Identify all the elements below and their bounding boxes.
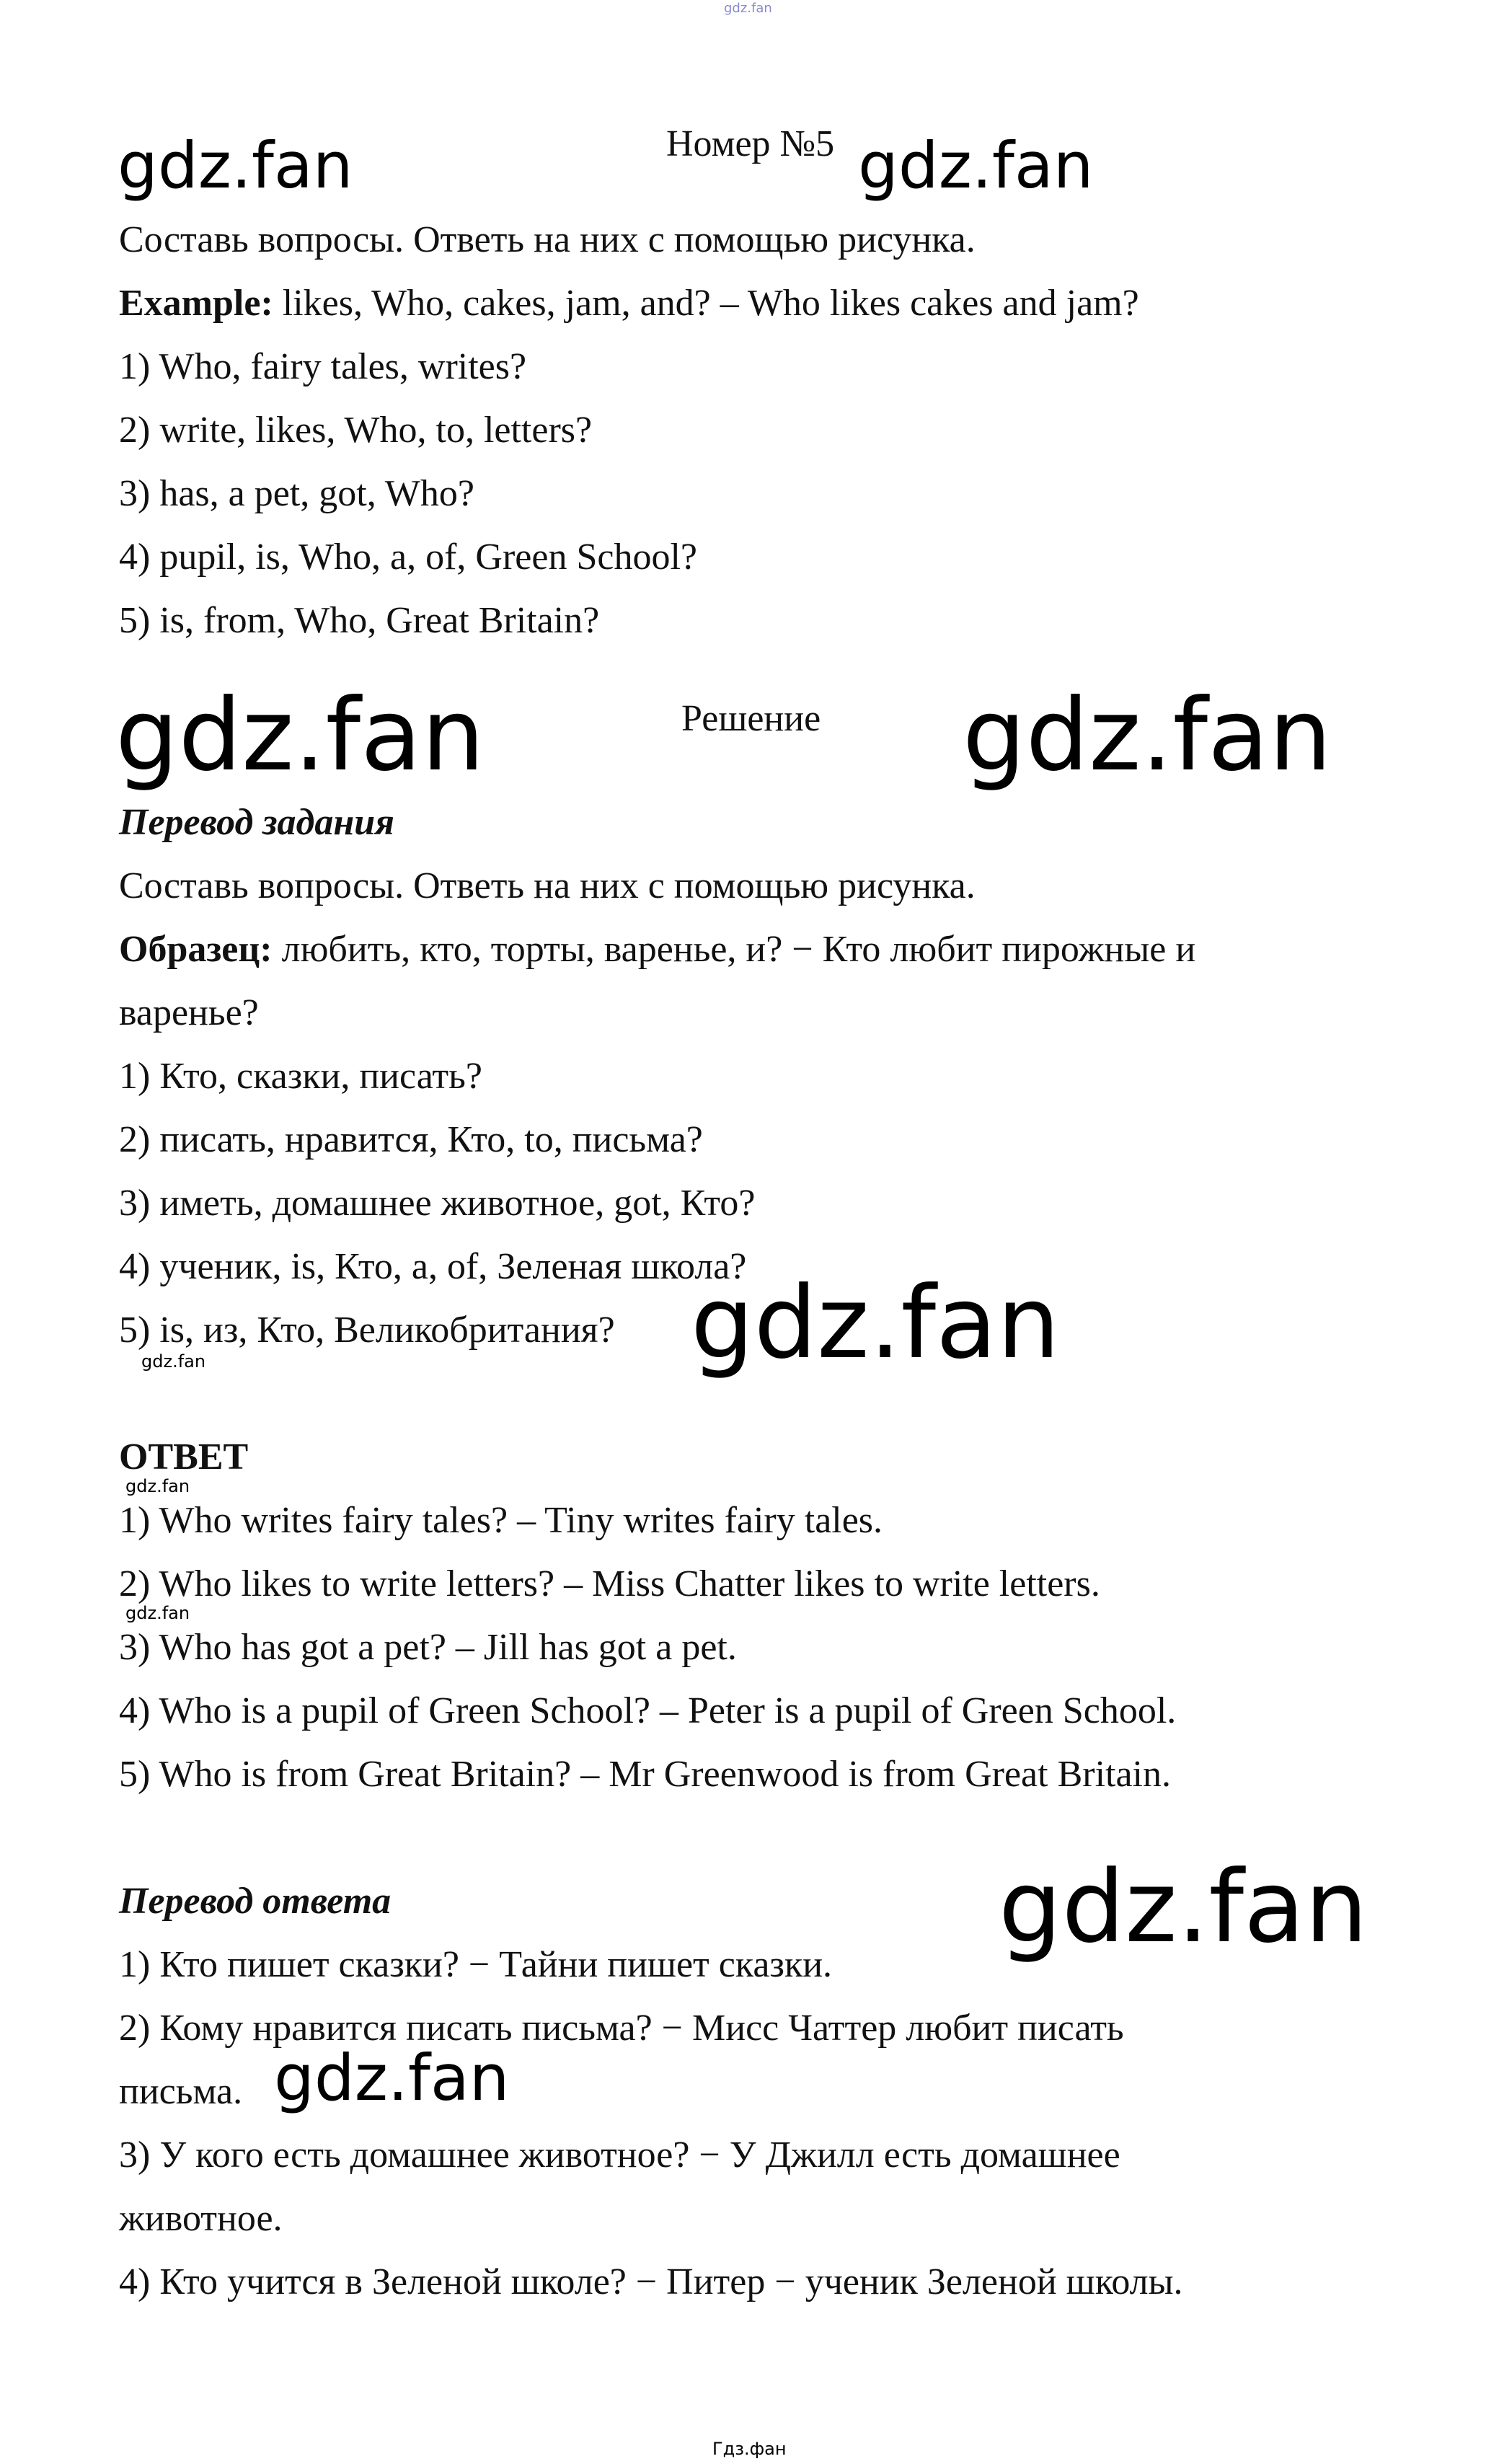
watermark: gdz.fan (963, 677, 1332, 793)
answer-translation-line: 3) У кого есть домашнее животное? − У Джилл есть домашнее (119, 2134, 1120, 2176)
task-item: 1) Who, fairy tales, writes? (119, 346, 527, 387)
watermark-small: gdz.fan (141, 1351, 206, 1372)
task-instruction: Составь вопросы. Ответь на них с помощью рисунка. (119, 219, 976, 260)
answer-item: 5) Who is from Great Britain? – Mr Greenwood is from Great Britain. (119, 1754, 1171, 1795)
solution-item: 1) Кто, сказки, писать? (119, 1056, 482, 1097)
answer-item: 1) Who writes fairy tales? – Tiny writes fairy tales. (119, 1500, 883, 1541)
watermark: gdz.fan (274, 2041, 510, 2115)
task-item: 3) has, a pet, got, Who? (119, 473, 474, 514)
watermark-small: gdz.fan (125, 1476, 190, 1496)
solution-example-cont: варенье? (119, 992, 259, 1033)
task-number: Номер №5 (666, 123, 835, 164)
answer-item: 2) Who likes to write letters? – Miss Chatter likes to write letters. (119, 1563, 1100, 1604)
answer-translation-line: 2) Кому нравится писать письма? − Мисс Чаттер любит писать (119, 2008, 1124, 2049)
example-text: likes, Who, cakes, jam, and? – Who likes cakes and jam? (273, 283, 1139, 324)
example-label: Образец: (119, 929, 273, 970)
solution-item: 5) is, из, Кто, Великобритания? (119, 1310, 615, 1351)
answer-translation-line: 4) Кто учится в Зеленой школе? − Питер − ученик Зеленой школы. (119, 2261, 1183, 2302)
translation-heading: Перевод задания (119, 802, 394, 843)
watermark-small: gdz.fan (125, 1603, 190, 1623)
answer-translation-line: животное. (119, 2198, 283, 2239)
answer-translation-line: 1) Кто пишет сказки? − Тайни пишет сказки. (119, 1944, 833, 1985)
task-example (119, 282, 1139, 325)
answer-heading: ОТВЕТ (119, 1436, 249, 1478)
answer-translation-heading: Перевод ответа (119, 1881, 392, 1922)
task-item: 4) pupil, is, Who, a, of, Green School? (119, 536, 697, 578)
solution-example (119, 928, 1195, 971)
answer-translation-line: письма. (119, 2071, 243, 2112)
watermark: gdz.fan (999, 1849, 1368, 1965)
watermark: gdz.fan (858, 128, 1094, 203)
solution-instruction: Составь вопросы. Ответь на них с помощью рисунка. (119, 865, 976, 906)
solution-item: 2) писать, нравится, Кто, to, письма? (119, 1119, 703, 1160)
watermark: gdz.fan (118, 128, 353, 203)
solution-item: 3) иметь, домашнее животное, got, Кто? (119, 1183, 756, 1224)
example-label: Example: (119, 283, 273, 324)
watermark-top: gdz.fan (724, 1, 772, 16)
answer-item: 4) Who is a pupil of Green School? – Peter is a pupil of Green School. (119, 1690, 1177, 1731)
answer-item: 3) Who has got a pet? – Jill has got a pet. (119, 1627, 737, 1668)
solution-heading: Решение (681, 698, 821, 739)
watermark: gdz.fan (115, 677, 485, 793)
example-text: любить, кто, торты, варенье, и? − Кто любит пирожные и (272, 929, 1196, 970)
solution-item: 4) ученик, is, Кто, a, of, Зеленая школа? (119, 1246, 747, 1287)
watermark: gdz.fan (691, 1265, 1061, 1381)
task-item: 2) write, likes, Who, to, letters? (119, 410, 593, 451)
task-item: 5) is, from, Who, Great Britain? (119, 600, 600, 641)
footer-watermark: Гдз.фан (712, 2439, 787, 2459)
